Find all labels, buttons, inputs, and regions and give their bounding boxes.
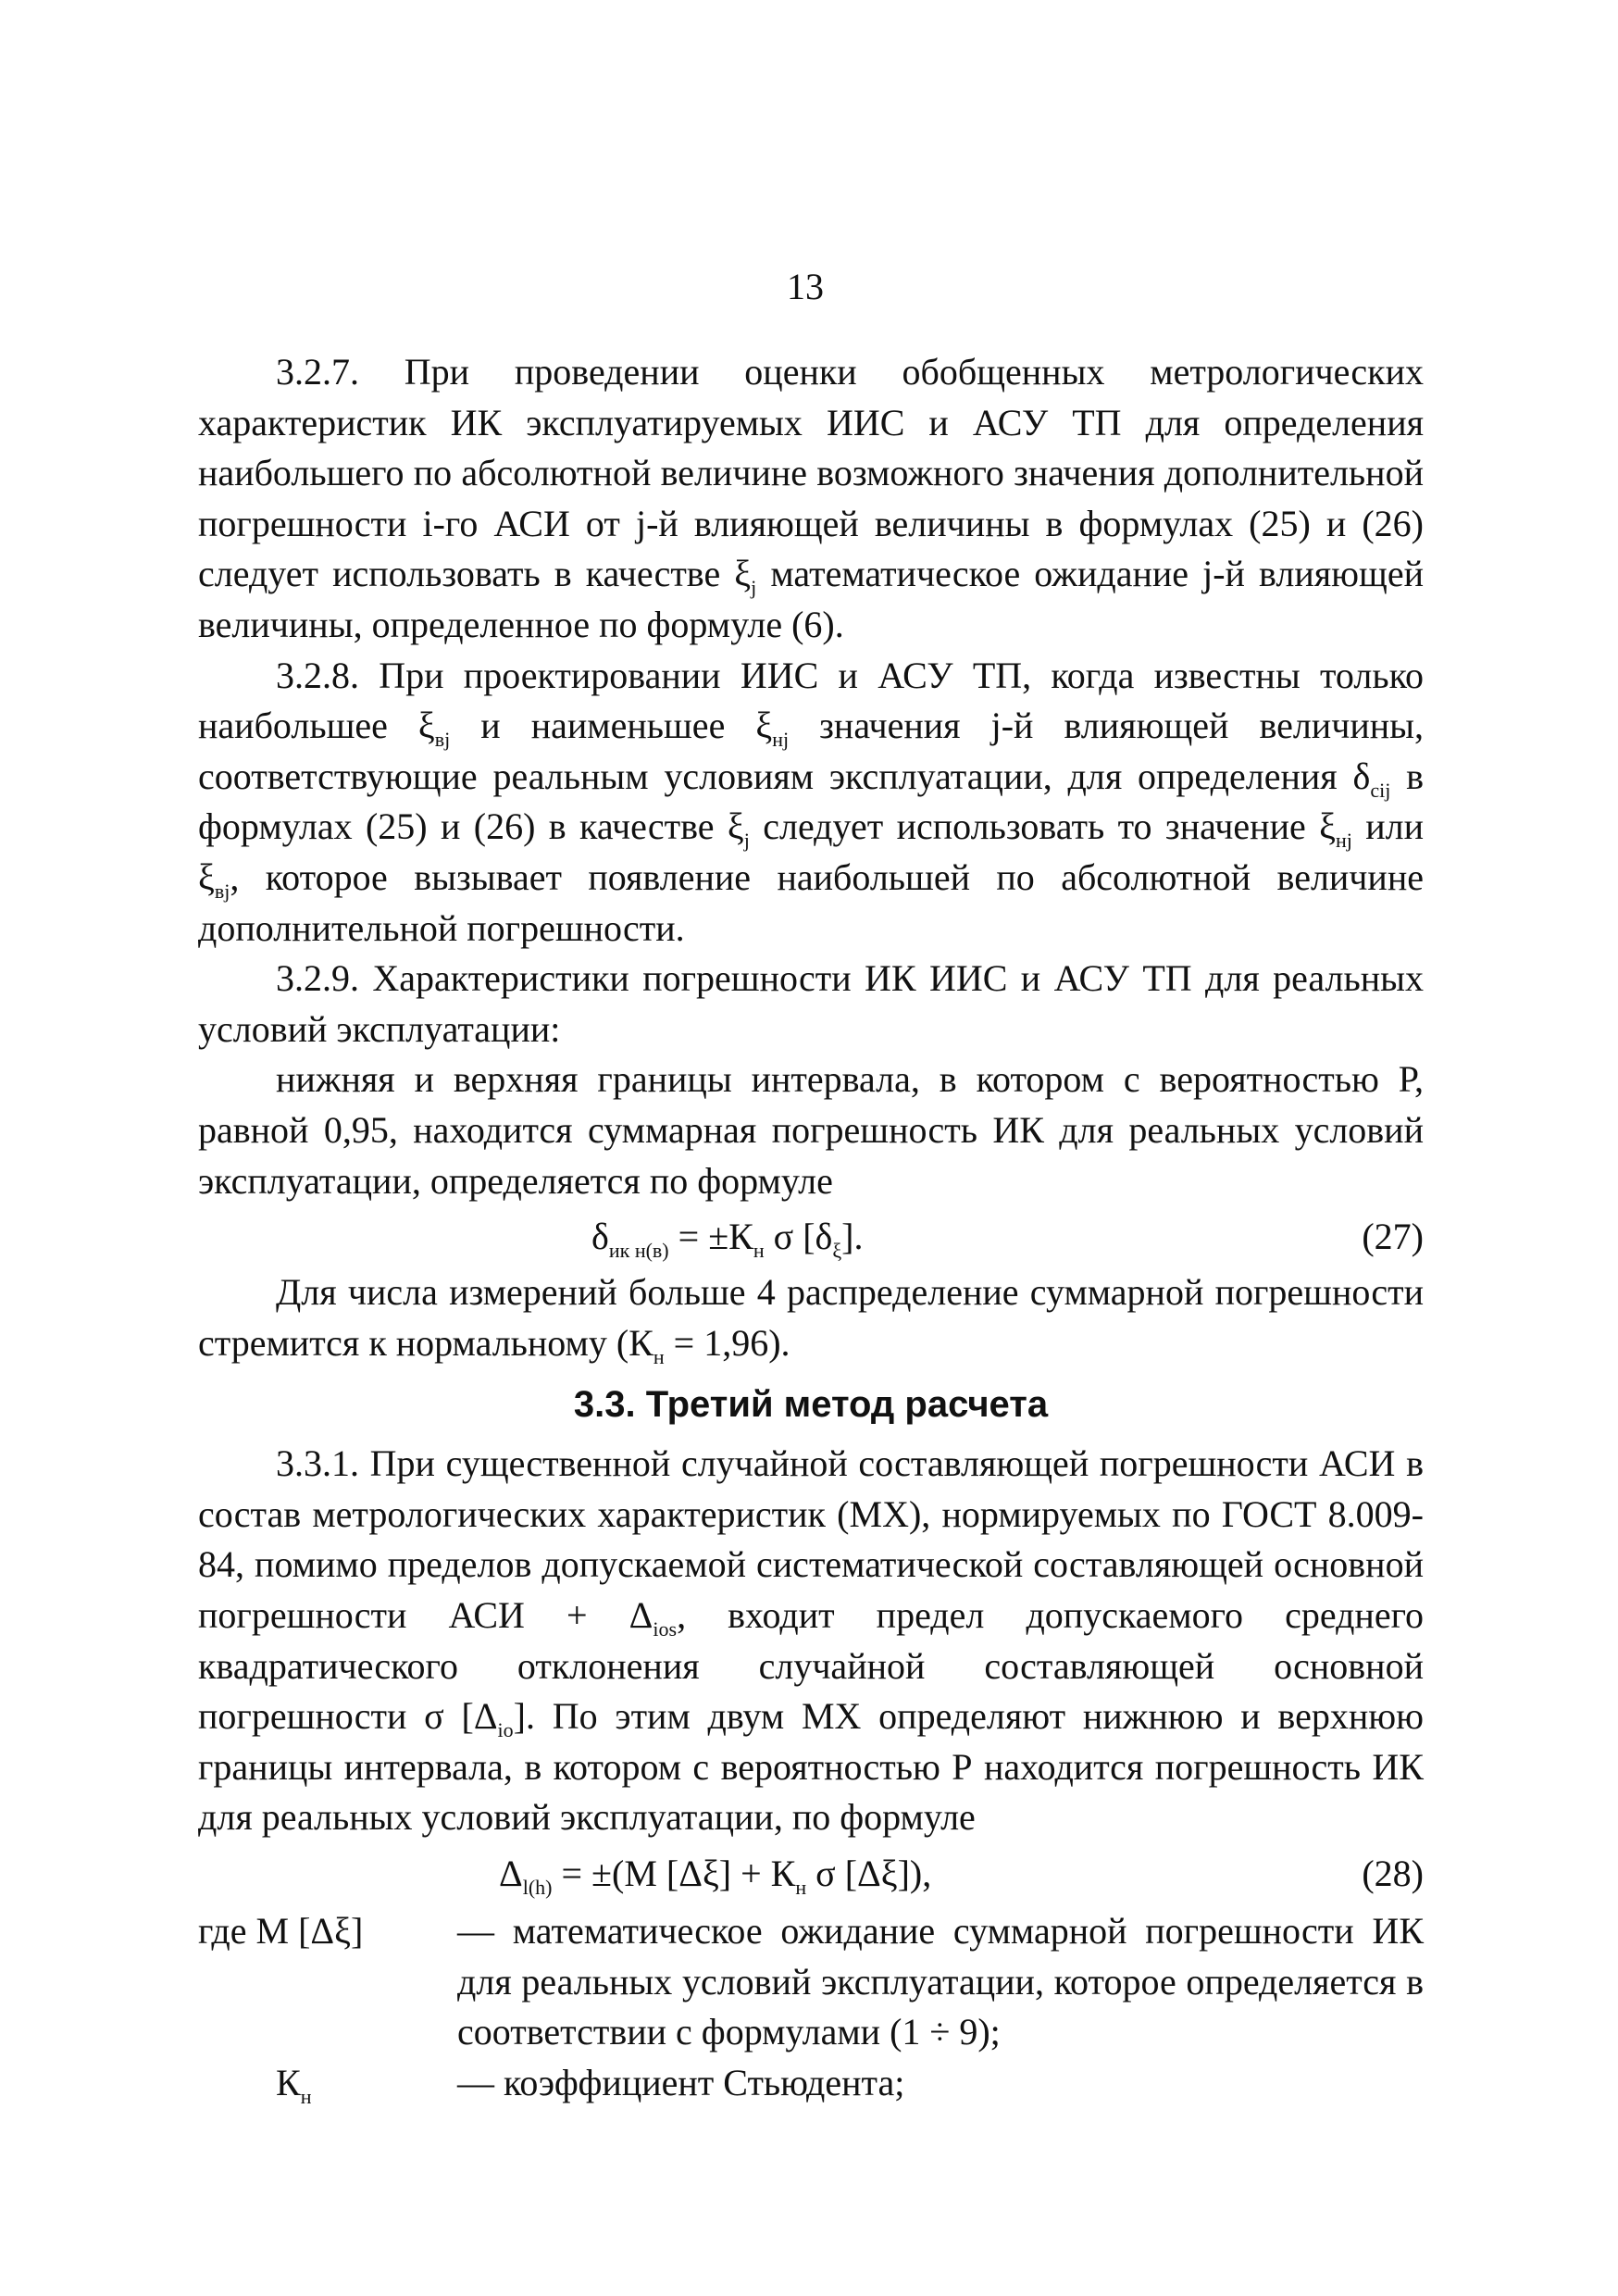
paragraph-3-2-9-interval: нижняя и верхняя границы интервала, в котором с вероятностью Р, равной 0,95, находится суммарная погрешность ИК для реальных условий эксплуатации, определяется по формуле: [198, 1058, 1424, 1202]
paragraph-3-2-9-normal: Для числа измерений больше 4 распределение суммарной погрешности стремится к нормальному $(К_н = 1,96)$.: [198, 1271, 1424, 1368]
formula-27-row: [198, 1206, 1424, 1267]
definition-description: — коэффициент Стьюдента;: [457, 2061, 905, 2103]
formula-28: $\Delta_{l(h)} = \pm(М$ $[\Delta\xi] + К_н$ σ [Δξ]),: [499, 1853, 932, 1900]
formula-27: $\delta_{ик н(в)} = \pm К_н$ σ $[\delta_\xi]$.: [591, 1216, 864, 1263]
paragraph-3-3-1: 3.3.1. При существенной случайной составляющей погрешности АСИ в состав метрологических характеристик (МХ), нормируемых по ГОСТ 8.009-84, помимо пределов допускаемой систематической составляющей основной погрешности АСИ + $\Delta_{ios}$, входит предел допускаемого среднего квадратического отклонения случайной составляющей основной погрешности σ $[\Delta_{io}]$. По этим двум МХ определяют нижнюю и верхнюю границы интервала, в котором с вероятностью Р находится погрешность ИК для реальных условий эксплуатации, по формуле: [198, 1442, 1425, 1839]
definitions-list: [198, 1906, 1424, 2108]
paragraph-3-2-8: 3.2.8. При проектировании ИИС и АСУ ТП, когда известны только наибольшее $\xi_{вj}$ и наименьшее $\xi_{нj}$ значения j-й влияющей величины, соответствующие реальным условиям эксплуатации, для определения $\delta_{cij}$ в формулах (25) и (26) в качестве $\xi_j$ следует использовать то значение $\xi_{нj}$ или $\xi_{вj}$, которое вызывает появление наибольшей по абсолютной величине дополнительной погрешности.: [198, 654, 1425, 949]
definition-term: $К_н$: [276, 2061, 312, 2108]
formula-27-number: (27): [1362, 1216, 1424, 1258]
page-content: [198, 347, 1424, 2108]
definition-row: [198, 1906, 1424, 2058]
section-heading-3-3: 3.3. Третий метод расчета: [573, 1384, 1049, 1426]
paragraph-3-2-9: 3.2.9. Характеристики погрешности ИК ИИС и АСУ ТП для реальных условий эксплуатации:: [198, 957, 1424, 1050]
definition-row: [198, 2058, 1424, 2109]
formula-28-row: [198, 1843, 1424, 1904]
page-number: 13: [787, 266, 824, 307]
definition-description: — математическое ожидание суммарной погрешности ИК для реальных условий эксплуатации, которое определяется в соответствии с формулами (1 ÷ 9);: [457, 1910, 1424, 2053]
paragraph-3-2-7: 3.2.7. При проведении оценки обобщенных метрологических характеристик ИК эксплуатируемых ИИС и АСУ ТП для определения наибольшего по абсолютной величине возможного значения дополнительной погрешности i-го АСИ от j-й влияющей величины в формулах (25) и (26) следует использовать в качестве $\xi_j$ математическое ожидание j-й влияющей величины, определенное по формуле (6).: [198, 351, 1424, 645]
formula-28-number: (28): [1362, 1853, 1424, 1895]
definition-term: где М [Δξ]: [198, 1910, 364, 1953]
